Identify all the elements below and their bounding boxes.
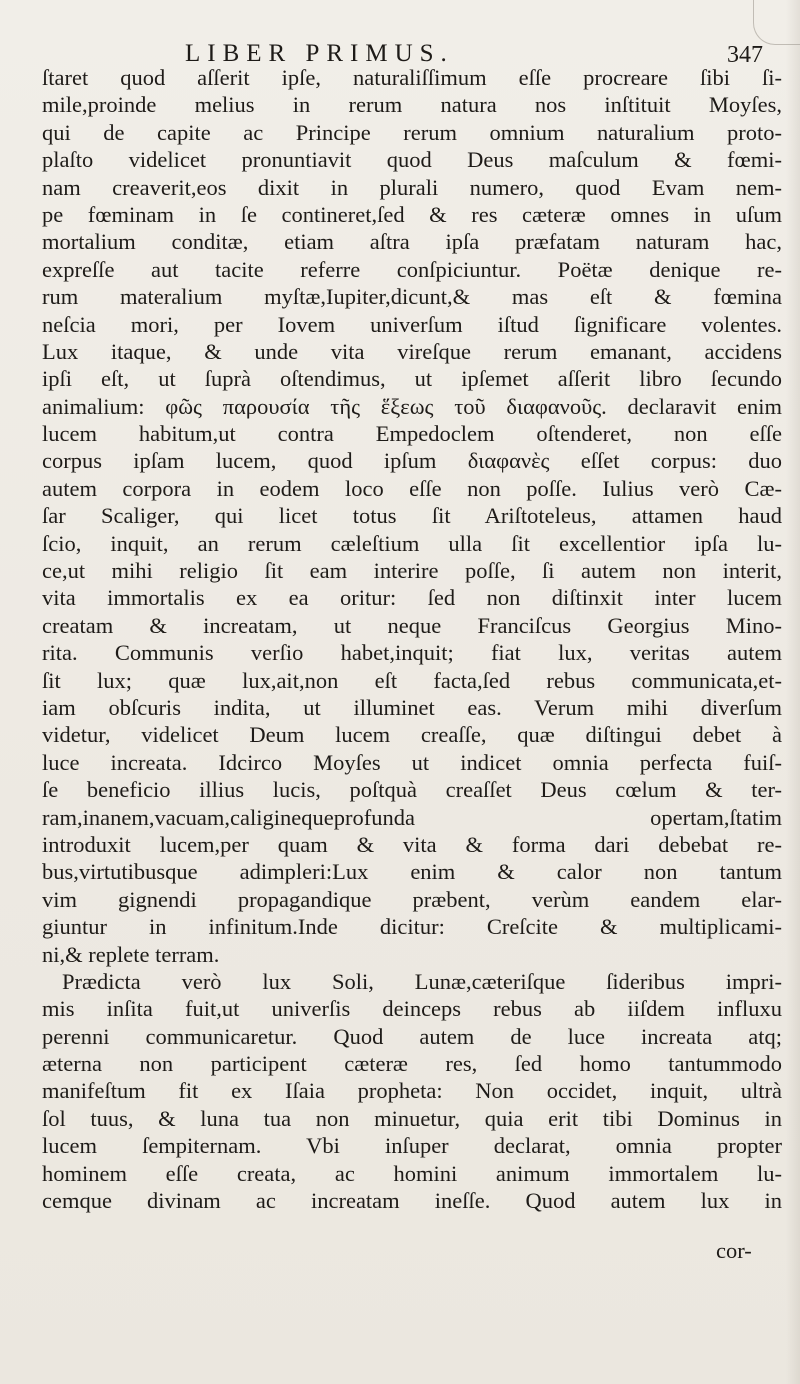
text-line: ſe beneficio illius lucis, poſtquà creaſſet Deus cœlum & ter- xyxy=(42,777,782,803)
text-line: qui de capite ac Principe rerum omnium naturalium proto- xyxy=(42,119,782,145)
text-line: creatam & increatam, ut neque Franciſcus Georgius Mino- xyxy=(42,612,782,638)
text-line: perenni communicaretur. Quod autem de luce increata atq; xyxy=(42,1023,782,1049)
text-line: mis inſita fuit,ut univerſis deinceps rebus ab iiſdem influxu xyxy=(42,996,782,1022)
text-line: mile,proinde melius in rerum natura nos inſtituit Moyſes, xyxy=(42,92,782,118)
text-line: bus,virtutibusque adimpleri:Lux enim & calor non tantum xyxy=(42,859,782,885)
text-line: videtur, videlicet Deum lucem creaſſe, quæ diſtingui debet à xyxy=(42,722,782,748)
text-line: pe fœminam in ſe contineret,ſed & res cæteræ omnes in uſum xyxy=(42,201,782,227)
text-line: ce,ut mihi religio ſit eam interire poſſe, ſi autem non interit, xyxy=(42,558,782,584)
text-line: ſcio, inquit, an rerum cæleſtium ulla ſit excellentior ipſa lu- xyxy=(42,530,782,556)
text-line: æterna non participent cæteræ res, ſed homo tantummodo xyxy=(42,1051,782,1077)
page-edge-shadow xyxy=(786,0,800,1384)
body-text xyxy=(42,64,782,1214)
text-line: animalium: φῶς παρουσία τῆς ἕξεως τοῦ διαφανοῦς. declaravit enim xyxy=(42,393,782,419)
text-line: rum materalium myſtæ,Iupiter,dicunt,& mas eſt & fœmina xyxy=(42,284,782,310)
text-line: ſit lux; quæ lux,ait,non eſt facta,ſed rebus communicata,et- xyxy=(42,667,782,693)
text-line: lucem ſempiternam. Vbi inſuper declarat, omnia propter xyxy=(42,1133,782,1159)
text-line: expreſſe aut tacite referre conſpiciuntur. Poëtæ denique re- xyxy=(42,256,782,282)
text-line: ſol tuus, & luna tua non minuetur, quia erit tibi Dominus in xyxy=(42,1105,782,1131)
text-line: Lux itaque, & unde vita vireſque rerum emanant, accidens xyxy=(42,338,782,364)
text-line: hominem eſſe creata, ac homini animum immortalem lu- xyxy=(42,1160,782,1186)
text-line: corpus ipſam lucem, quod ipſum διαφανὲς eſſet corpus: duo xyxy=(42,448,782,474)
text-line: ipſi eſt, ut ſuprà oſtendimus, ut ipſemet aſſerit libro ſecundo xyxy=(42,366,782,392)
text-line: vim gignendi propagandique præbent, verùm eandem elar- xyxy=(42,886,782,912)
text-line: neſcia mori, per Iovem univerſum iſtud ſignificare volentes. xyxy=(42,311,782,337)
text-line: vita immortalis ex ea oritur: ſed non diſtinxit inter lucem xyxy=(42,585,782,611)
text-line: rita. Communis verſio habet,inquit; fiat lux, veritas autem xyxy=(42,640,782,666)
text-line: ſar Scaliger, qui licet totus ſit Ariſtoteleus, attamen haud xyxy=(42,503,782,529)
text-line: ſtaret quod aſſerit ipſe, naturaliſſimum eſſe procreare ſibi ſi- xyxy=(42,65,782,90)
paragraph-start-line: Prædicta verò lux Soli, Lunæ,cæteriſque ſideribus impri- xyxy=(62,968,782,994)
text-line: nam creaverit,eos dixit in plurali numero, quod Evam nem- xyxy=(42,174,782,200)
text-line: mortalium conditæ, etiam aſtra ipſa præfatam naturam hac, xyxy=(42,229,782,255)
text-line: ram,inanem,vacuam,caliginequeprofunda opertam,ſtatim xyxy=(42,804,782,830)
text-line: manifeſtum fit ex Iſaia propheta: Non occidet, inquit, ultrà xyxy=(42,1078,782,1104)
catchword: cor- xyxy=(716,1238,752,1263)
text-line: luce increata. Idcirco Moyſes ut indicet omnia perfecta fuiſ- xyxy=(42,749,782,775)
text-line: autem corpora in eodem loco eſſe non poſſe. Iulius verò Cæ- xyxy=(42,475,782,501)
paragraph-end-line: ni,& replete terram. xyxy=(42,941,220,967)
running-head: LIBER PRIMUS. xyxy=(185,40,454,67)
text-line: cemque divinam ac increatam ineſſe. Quod autem lux in xyxy=(42,1188,782,1214)
text-line: introduxit lucem,per quam & vita & forma dari debebat re- xyxy=(42,831,782,857)
page-number: 347 xyxy=(727,42,763,68)
corner-mark xyxy=(753,0,800,45)
text-line: iam obſcuris indita, ut illuminet eas. Verum mihi diverſum xyxy=(42,694,782,720)
text-line: plaſto videlicet pronuntiavit quod Deus maſculum & fœmi- xyxy=(42,147,782,173)
text-line: giuntur in infinitum.Inde dicitur: Creſcite & multiplicami- xyxy=(42,914,782,940)
text-line: lucem habitum,ut contra Empedoclem oſtenderet, non eſſe xyxy=(42,421,782,447)
